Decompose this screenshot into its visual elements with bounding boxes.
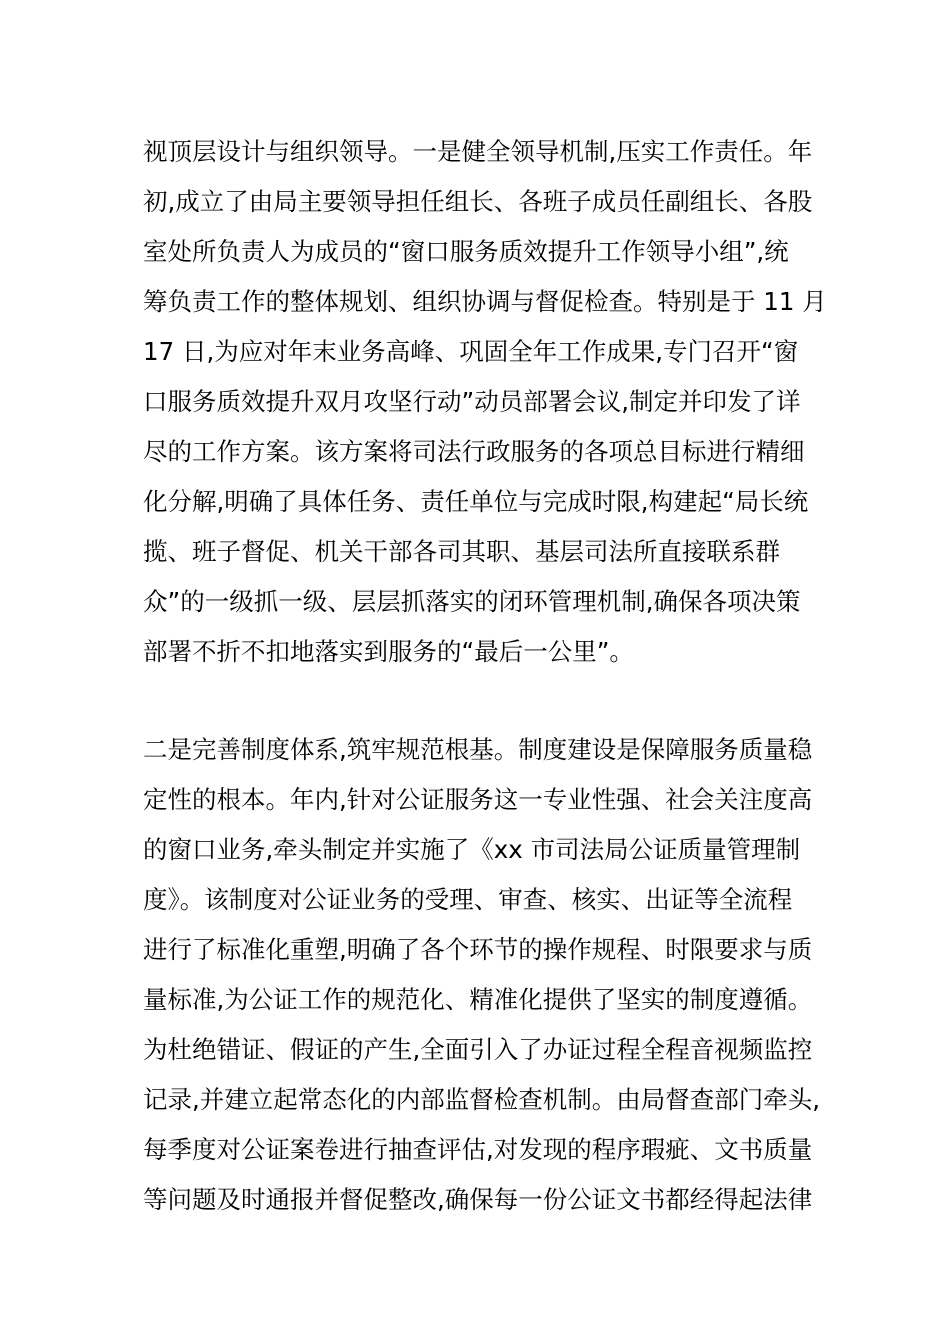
paragraph-line: 的窗口业务,牵头制定并实施了《xx 市司法局公证质量管理制 bbox=[143, 835, 801, 864]
paragraph-line: 部署不折不扣地落实到服务的“最后一公里”。 bbox=[143, 637, 634, 666]
paragraph-line: 等问题及时通报并督促整改,确保每一份公证文书都经得起法律 bbox=[143, 1185, 813, 1214]
paragraph-line: 度》。该制度对公证业务的受理、审查、核实、出证等全流程 bbox=[143, 885, 793, 914]
paragraph-line: 化分解,明确了具体任务、责任单位与完成时限,构建起“局长统 bbox=[143, 487, 809, 516]
paragraph-line: 二是完善制度体系,筑牢规范根基。制度建设是保障服务质量稳 bbox=[143, 735, 813, 764]
paragraph-line: 17 日,为应对年末业务高峰、巩固全年工作成果,专门召开“窗 bbox=[143, 337, 799, 366]
paragraph-line: 进行了标准化重塑,明确了各个环节的操作规程、时限要求与质 bbox=[143, 935, 813, 964]
paragraph-line: 口服务质效提升双月攻坚行动”动员部署会议,制定并印发了详 bbox=[143, 387, 801, 416]
paragraph-line: 为杜绝错证、假证的产生,全面引入了办证过程全程音视频监控 bbox=[143, 1035, 813, 1064]
paragraph-line: 初,成立了由局主要领导担任组长、各班子成员任副组长、各股 bbox=[143, 187, 813, 216]
paragraph-line: 记录,并建立起常态化的内部监督检查机制。由局督查部门牵头, bbox=[143, 1085, 821, 1114]
paragraph-line: 量标准,为公证工作的规范化、精准化提供了坚实的制度遵循。 bbox=[143, 985, 813, 1014]
paragraph-line: 筹负责工作的整体规划、组织协调与督促检查。特别是于 11 月 bbox=[143, 287, 827, 316]
paragraph-line: 揽、班子督促、机关干部各司其职、基层司法所直接联系群 bbox=[143, 537, 780, 566]
paragraph-line: 众”的一级抓一级、层层抓落实的闭环管理机制,确保各项决策 bbox=[143, 587, 801, 616]
paragraph-line: 每季度对公证案卷进行抽查评估,对发现的程序瑕疵、文书质量 bbox=[143, 1135, 813, 1164]
paragraph-line: 视顶层设计与组织领导。一是健全领导机制,压实工作责任。年 bbox=[143, 137, 813, 166]
paragraph-line: 定性的根本。年内,针对公证服务这一专业性强、社会关注度高 bbox=[143, 785, 813, 814]
paragraph-line: 室处所负责人为成员的“窗口服务质效提升工作领导小组”,统 bbox=[143, 237, 789, 266]
paragraph-line: 尽的工作方案。该方案将司法行政服务的各项总目标进行精细 bbox=[143, 437, 805, 466]
